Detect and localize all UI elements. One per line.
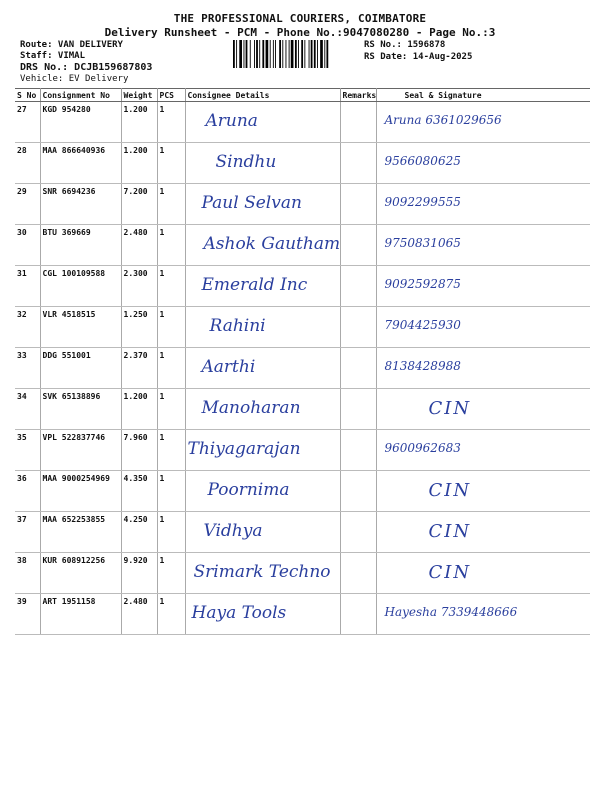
signature-cell: [376, 266, 590, 307]
runsheet-subtitle: Delivery Runsheet - PCM - Phone No.:9047080280 - Page No.:3: [104, 26, 496, 39]
rs-number: RS No.: 1596878: [364, 40, 446, 50]
remarks-cell: [340, 184, 376, 225]
consignee-cell: [185, 430, 340, 471]
weight-cell: 4.350: [121, 471, 157, 512]
remarks-cell: [340, 471, 376, 512]
pcs-cell: 1: [157, 184, 185, 225]
sno-cell: 33: [15, 348, 40, 389]
table-row: [15, 143, 590, 184]
pcs-cell: 1: [157, 553, 185, 594]
remarks-cell: [340, 553, 376, 594]
consignee-handwriting: Manoharan: [201, 398, 301, 418]
table-row: [15, 553, 590, 594]
consignee-handwriting: Poornima: [207, 480, 290, 500]
table-row: [15, 102, 590, 143]
pcs-cell: 1: [157, 594, 185, 635]
signature-handwriting: 9092299555: [384, 195, 461, 209]
sno-cell: 30: [15, 225, 40, 266]
consignee-handwriting: Vidhya: [203, 521, 263, 541]
signature-cell: [376, 430, 590, 471]
signature-handwriting: CIN: [428, 398, 472, 419]
remarks-cell: [340, 389, 376, 430]
signature-handwriting: 9750831065: [384, 236, 461, 250]
pcs-cell: 1: [157, 471, 185, 512]
consignment-number-cell: CGL 100109588: [40, 266, 121, 307]
signature-handwriting: Hayesha 7339448666: [384, 605, 518, 619]
sno-cell: 38: [15, 553, 40, 594]
remarks-cell: [340, 594, 376, 635]
consignment-number-cell: MAA 9000254969: [40, 471, 121, 512]
sno-cell: 27: [15, 102, 40, 143]
pcs-cell: 1: [157, 512, 185, 553]
weight-cell: 1.200: [121, 102, 157, 143]
table-header-row: [15, 89, 590, 102]
pcs-cell: 1: [157, 225, 185, 266]
pcs-cell: 1: [157, 307, 185, 348]
col-pcs-header: PCS: [157, 89, 185, 102]
signature-cell: [376, 348, 590, 389]
sno-cell: 29: [15, 184, 40, 225]
consignee-cell: [185, 389, 340, 430]
signature-cell: [376, 225, 590, 266]
signature-handwriting: CIN: [428, 562, 472, 583]
runsheet-table: [15, 88, 590, 635]
col-sno-header: S No: [15, 89, 40, 102]
consignee-handwriting: Thiyagarajan: [187, 439, 301, 459]
remarks-cell: [340, 307, 376, 348]
staff-label: Staff: VIMAL: [20, 51, 86, 61]
signature-cell: [376, 553, 590, 594]
consignment-number-cell: SNR 6694236: [40, 184, 121, 225]
weight-cell: 2.480: [121, 225, 157, 266]
weight-cell: 4.250: [121, 512, 157, 553]
sno-cell: 36: [15, 471, 40, 512]
signature-cell: [376, 389, 590, 430]
consignee-cell: [185, 471, 340, 512]
signature-handwriting: 9092592875: [384, 277, 461, 291]
signature-cell: [376, 184, 590, 225]
table-row: [15, 471, 590, 512]
sno-cell: 35: [15, 430, 40, 471]
consignee-cell: [185, 553, 340, 594]
consignee-cell: [185, 102, 340, 143]
consignee-cell: [185, 266, 340, 307]
consignment-number-cell: ART 1951158: [40, 594, 121, 635]
consignment-number-cell: MAA 652253855: [40, 512, 121, 553]
col-seal-header: Seal & Signature: [376, 89, 590, 102]
signature-cell: [376, 512, 590, 553]
table-row: [15, 430, 590, 471]
remarks-cell: [340, 266, 376, 307]
remarks-cell: [340, 348, 376, 389]
barcode: [233, 40, 359, 68]
consignment-number-cell: KGD 954280: [40, 102, 121, 143]
signature-handwriting: 8138428988: [384, 359, 461, 373]
sno-cell: 32: [15, 307, 40, 348]
consignee-handwriting: Aruna: [205, 111, 258, 131]
signature-cell: [376, 594, 590, 635]
signature-cell: [376, 307, 590, 348]
signature-handwriting: 9600962683: [384, 441, 461, 455]
table-row: [15, 594, 590, 635]
table-row: [15, 307, 590, 348]
weight-cell: 1.200: [121, 143, 157, 184]
consignee-handwriting: Ashok Gautham: [203, 234, 341, 254]
pcs-cell: 1: [157, 143, 185, 184]
drs-number: DRS No.: DCJB159687803: [20, 62, 153, 73]
consignee-cell: [185, 143, 340, 184]
consignee-cell: [185, 512, 340, 553]
vehicle-label: Vehicle: EV Delivery: [20, 74, 129, 84]
table-row: [15, 348, 590, 389]
signature-cell: [376, 143, 590, 184]
weight-cell: 1.200: [121, 389, 157, 430]
pcs-cell: 1: [157, 389, 185, 430]
table-row: [15, 184, 590, 225]
sno-cell: 34: [15, 389, 40, 430]
rs-date: RS Date: 14-Aug-2025: [364, 52, 473, 62]
col-remarks-header: Remarks: [340, 89, 376, 102]
signature-handwriting: CIN: [428, 521, 472, 542]
pcs-cell: 1: [157, 430, 185, 471]
weight-cell: 2.480: [121, 594, 157, 635]
consignee-handwriting: Srimark Techno: [193, 562, 331, 582]
consignee-handwriting: Emerald Inc: [201, 275, 308, 295]
signature-cell: [376, 471, 590, 512]
sno-cell: 39: [15, 594, 40, 635]
consignment-number-cell: SVK 65138896: [40, 389, 121, 430]
table-row: [15, 266, 590, 307]
pcs-cell: 1: [157, 102, 185, 143]
consignee-handwriting: Rahini: [209, 316, 266, 336]
remarks-cell: [340, 102, 376, 143]
consignment-number-cell: VLR 4518515: [40, 307, 121, 348]
weight-cell: 2.370: [121, 348, 157, 389]
weight-cell: 1.250: [121, 307, 157, 348]
company-title: THE PROFESSIONAL COURIERS, COIMBATORE: [173, 12, 427, 25]
consignee-cell: [185, 225, 340, 266]
col-consignee-header: Consignee Details: [185, 89, 340, 102]
consignee-handwriting: Haya Tools: [191, 603, 287, 623]
consignee-cell: [185, 348, 340, 389]
consignee-cell: [185, 184, 340, 225]
consignment-number-cell: DDG 551001: [40, 348, 121, 389]
remarks-cell: [340, 225, 376, 266]
pcs-cell: 1: [157, 348, 185, 389]
sno-cell: 37: [15, 512, 40, 553]
consignee-cell: [185, 594, 340, 635]
weight-cell: 7.200: [121, 184, 157, 225]
consignment-number-cell: BTU 369669: [40, 225, 121, 266]
table-row: [15, 512, 590, 553]
signature-handwriting: Aruna 6361029656: [384, 113, 502, 127]
sno-cell: 31: [15, 266, 40, 307]
consignee-handwriting: Aarthi: [201, 357, 256, 377]
table-row: [15, 225, 590, 266]
table-row: [15, 389, 590, 430]
remarks-cell: [340, 430, 376, 471]
weight-cell: 7.960: [121, 430, 157, 471]
sno-cell: 28: [15, 143, 40, 184]
signature-handwriting: 7904425930: [384, 318, 461, 332]
consignee-handwriting: Sindhu: [215, 152, 277, 172]
consignment-number-cell: VPL 522837746: [40, 430, 121, 471]
consignee-handwriting: Paul Selvan: [201, 193, 302, 213]
consignee-cell: [185, 307, 340, 348]
weight-cell: 9.920: [121, 553, 157, 594]
signature-cell: [376, 102, 590, 143]
signature-handwriting: 9566080625: [384, 154, 461, 168]
weight-cell: 2.300: [121, 266, 157, 307]
consignment-number-cell: MAA 866640936: [40, 143, 121, 184]
signature-handwriting: CIN: [428, 480, 472, 501]
remarks-cell: [340, 512, 376, 553]
pcs-cell: 1: [157, 266, 185, 307]
col-weight-header: Weight: [121, 89, 157, 102]
route-label: Route: VAN DELIVERY: [20, 40, 123, 50]
remarks-cell: [340, 143, 376, 184]
consignment-number-cell: KUR 608912256: [40, 553, 121, 594]
col-consignment-header: Consignment No: [40, 89, 121, 102]
